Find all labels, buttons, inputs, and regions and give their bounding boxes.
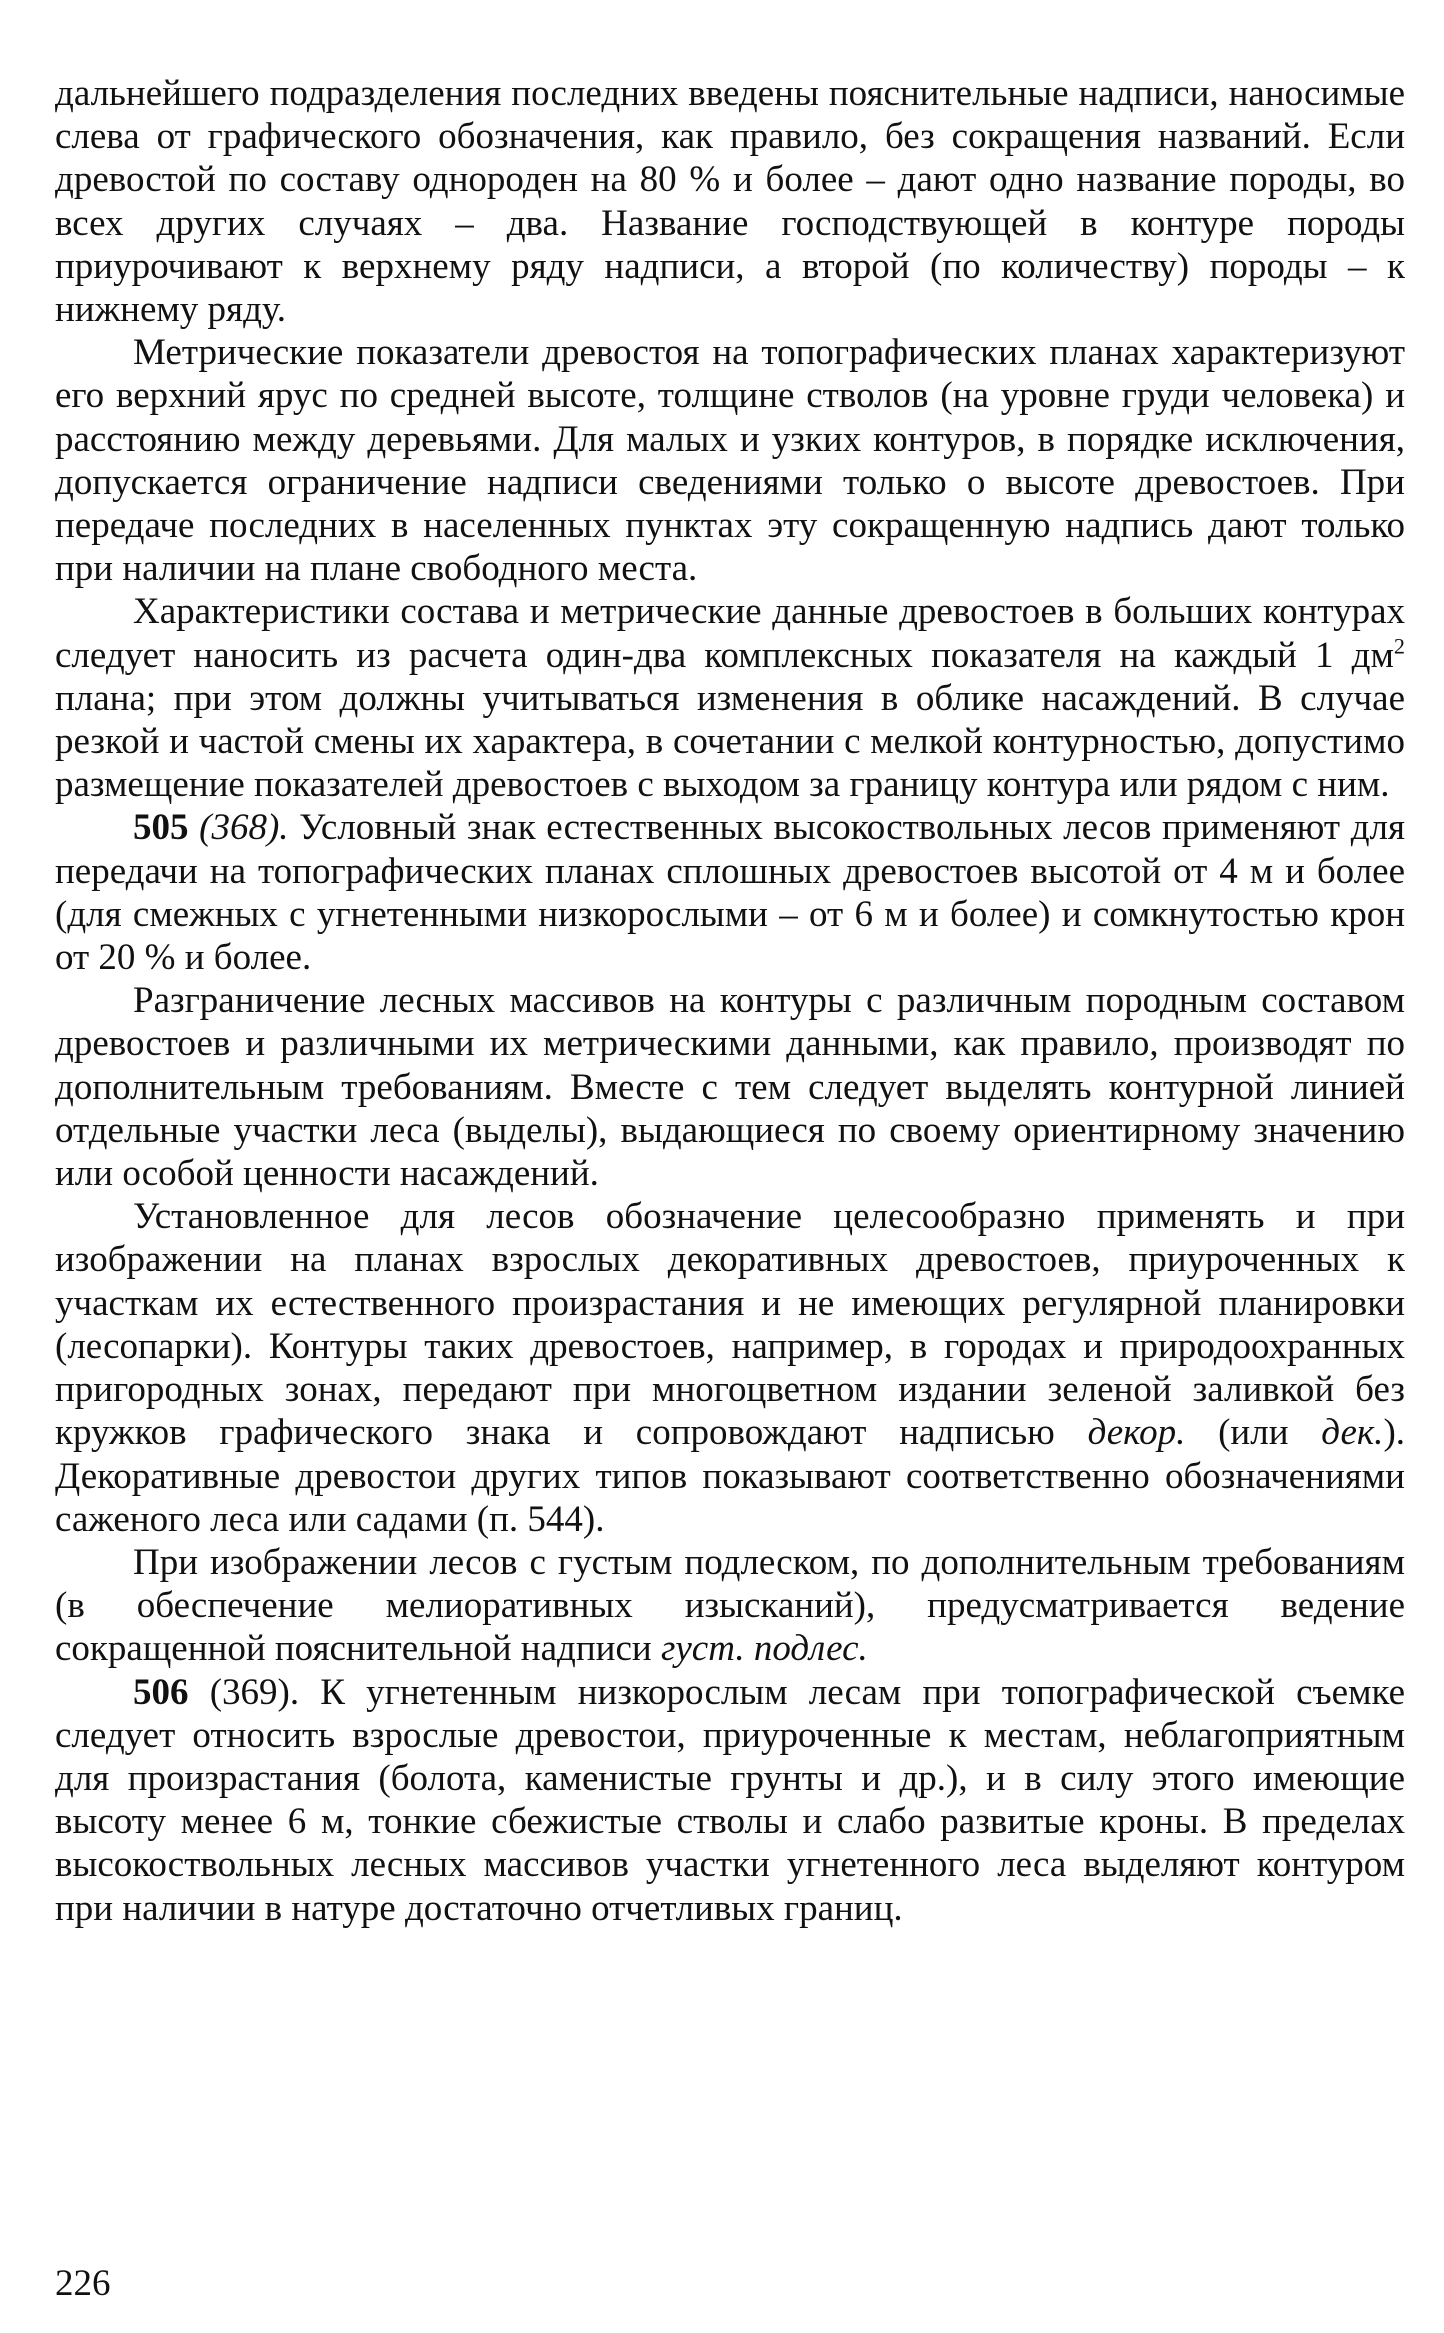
clause-number-505: 505 <box>133 807 189 849</box>
paragraph-506 <box>55 1671 1405 1930</box>
page-body <box>55 72 1405 1930</box>
paragraph-6-text-before: Установленное для лесов обозначение целесообразно применять и при изображении на планах взрослых декоративных древостоев, приуроченных к участкам их естественного произрастания и не имеющих регулярной планировки (лесопарки). Контуры таких древостоев, например, в городах и природоохранных пригородных зонах, передают при многоцветном издании зеленой заливкой без кружков графического знака и сопровождают надписью <box>55 1196 1405 1454</box>
paragraph-2-text: Метрические показатели древостоя на топографических планах характеризуют его верхний ярус по средней высоте, толщине стволов (на уровне груди человека) и расстоянию между деревьями. Для малых и узких контуров, в порядке исключения, допускается ограничение надписи сведениями только о высоте древостоев. При передаче последних в населенных пунктах эту сокращенную надпись дают только при наличии на плане свободного места. <box>55 332 1405 590</box>
paragraph-505-text: Условный знак естественных высокоствольных лесов применяют для передачи на топографических планах сплошных древостоев высотой от 4 м и более (для смежных с угнетенными низкорослыми – от 6 м и более) и сомкнутостью крон от 20 % и более. <box>55 807 1406 979</box>
paragraph-1 <box>55 72 1405 331</box>
superscript-2: 2 <box>1393 633 1405 659</box>
paragraph-6-text-after: ). Декоративные древостои других типов показывают соответственно обозначениями саженого леса или садами (п. 544). <box>55 1412 1406 1540</box>
paragraph-506-text: К угнетенным низкорослым лесам при топографической съемке следует относить взрослые древостои, приуроченные к местам, неблагоприятным для произрастания (болота, каменистые грунты и др.), и в силу этого имеющие высоту менее 6 м, тонкие сбежистые стволы и слабо развитые кроны. В пределах высокоствольных лесных массивов участки угнетенного леса выделяют контуром при наличии в натуре достаточно отчетливых границ. <box>55 1671 1405 1929</box>
paragraph-3-text-before: Характеристики состава и метрические данные древостоев в больших контурах следует наносить из расчета один-два комплексных показателя на каждый 1 дм <box>55 591 1405 676</box>
paragraph-505 <box>55 806 1405 979</box>
old-clause-number-369: (369). <box>188 1671 300 1713</box>
paragraph-6-text-middle: (или <box>1185 1412 1322 1454</box>
paragraph-1-text: дальнейшего подразделения последних введены пояснительные надписи, наносимые слева от графического обозначения, как правило, без сокращения названий. Если древостой по составу однороден на 80 % и более – дают одно название породы, во всех других случаях – два. Название господствующей в контуре породы приурочивают к верхнему ряду надписи, а второй (по количеству) породы – к нижнему ряду. <box>55 73 1405 331</box>
paragraph-7 <box>55 1541 1405 1671</box>
page-number: 226 <box>55 2263 111 2304</box>
paragraph-2 <box>55 331 1405 590</box>
paragraph-5 <box>55 979 1405 1195</box>
clause-number-506: 506 <box>133 1671 189 1713</box>
paragraph-7-text-before: При изображении лесов с густым подлеском, по дополнительным требованиям (в обеспечение мелиоративных изысканий), предусматривается ведение сокращенной пояснительной надписи <box>55 1541 1405 1670</box>
paragraph-3-text-after: плана; при этом должны учитываться изменения в облике насаждений. В случае резкой и частой смены их характера, в сочетании с мелкой контурностью, допустимо размещение показателей древостоев с выходом за границу контура или рядом с ним. <box>55 677 1405 806</box>
label-dek: дек. <box>1321 1412 1384 1454</box>
old-clause-number-368: (368). <box>199 807 289 849</box>
paragraph-6 <box>55 1195 1405 1541</box>
label-dekor: декор. <box>1087 1412 1186 1454</box>
paragraph-5-text: Разграничение лесных массивов на контуры с различным породным составом древостоев и различными их метрическими данными, как правило, производят по дополнительным требованиям. Вместе с тем следует выделять контурной линией отдельные участки леса (выделы), выдающиеся по своему ориентирному значению или особой ценности насаждений. <box>55 980 1405 1195</box>
paragraph-3 <box>55 590 1405 806</box>
label-gust-podles: густ. подлес. <box>660 1628 868 1670</box>
